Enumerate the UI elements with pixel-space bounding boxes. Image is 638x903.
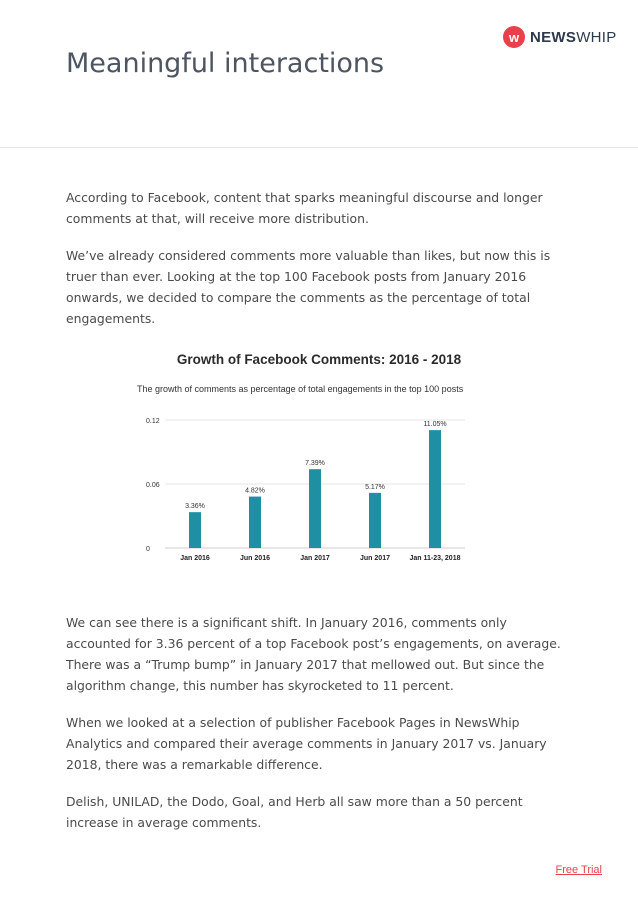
logo-wordmark (530, 29, 617, 46)
bar (249, 497, 261, 548)
bar (189, 512, 201, 548)
bar (309, 469, 321, 548)
header-divider (0, 147, 638, 148)
free-trial-link[interactable]: Free Trial (555, 864, 602, 876)
logo-mark: w (503, 26, 525, 48)
paragraph-5: Delish, UNILAD, the Dodo, Goal, and Herb all saw more than a 50 percent increase in average comments. (66, 794, 523, 830)
page-title: Meaningful interactions (66, 48, 385, 79)
data-label: 3.36% (185, 503, 205, 511)
y-tick-label: 0 (146, 546, 150, 553)
data-label: 11.05% (423, 421, 447, 429)
x-tick-label: Jun 2017 (360, 555, 390, 562)
newswhip-logo (503, 26, 617, 48)
x-tick-label: Jan 2016 (180, 555, 210, 562)
logo-text-news: NEWS (530, 28, 577, 46)
bar (369, 493, 381, 548)
paragraph-4: When we looked at a selection of publisher Facebook Pages in NewsWhip Analytics and compared their average comments in January 2017 vs. January 2018, there was a remarkable difference. (66, 715, 547, 772)
paragraph-3: We can see there is a significant shift. In January 2016, comments only accounted for 3.36 percent of a top Facebook post’s engagements, on average. There was a “Trump bump” in January 2017 that mellowed out. But since the algorithm change, this number has skyrocketed to 11 percent. (66, 615, 561, 693)
chart-y-ticks (146, 418, 160, 553)
paragraph-2: We’ve already considered comments more valuable than likes, but now this is truer than ever. Looking at the top 100 Facebook posts from January 2016 onwards, we decided to compare the comments as the percentage of total engagements. (66, 248, 551, 326)
x-tick-label: Jan 2017 (300, 555, 330, 562)
data-label: 4.82% (245, 487, 265, 495)
x-tick-label: Jan 11-23, 2018 (409, 555, 461, 562)
y-tick-label: 0.06 (146, 482, 160, 489)
bar (429, 430, 441, 548)
chart-subtitle: The growth of comments as percentage of total engagements in the top 100 posts (137, 384, 464, 394)
x-tick-label: Jun 2016 (240, 555, 270, 562)
chart-bars (180, 421, 460, 562)
comments-bar-chart (130, 405, 475, 565)
y-tick-label: 0.12 (146, 418, 160, 425)
logo-text-whip: WHIP (576, 28, 617, 46)
paragraph-1: According to Facebook, content that sparks meaningful discourse and longer comments at that, will receive more distribution. (66, 190, 543, 226)
data-label: 7.39% (305, 460, 325, 468)
data-label: 5.17% (365, 483, 385, 491)
chart-title: Growth of Facebook Comments: 2016 - 2018 (176, 352, 462, 367)
